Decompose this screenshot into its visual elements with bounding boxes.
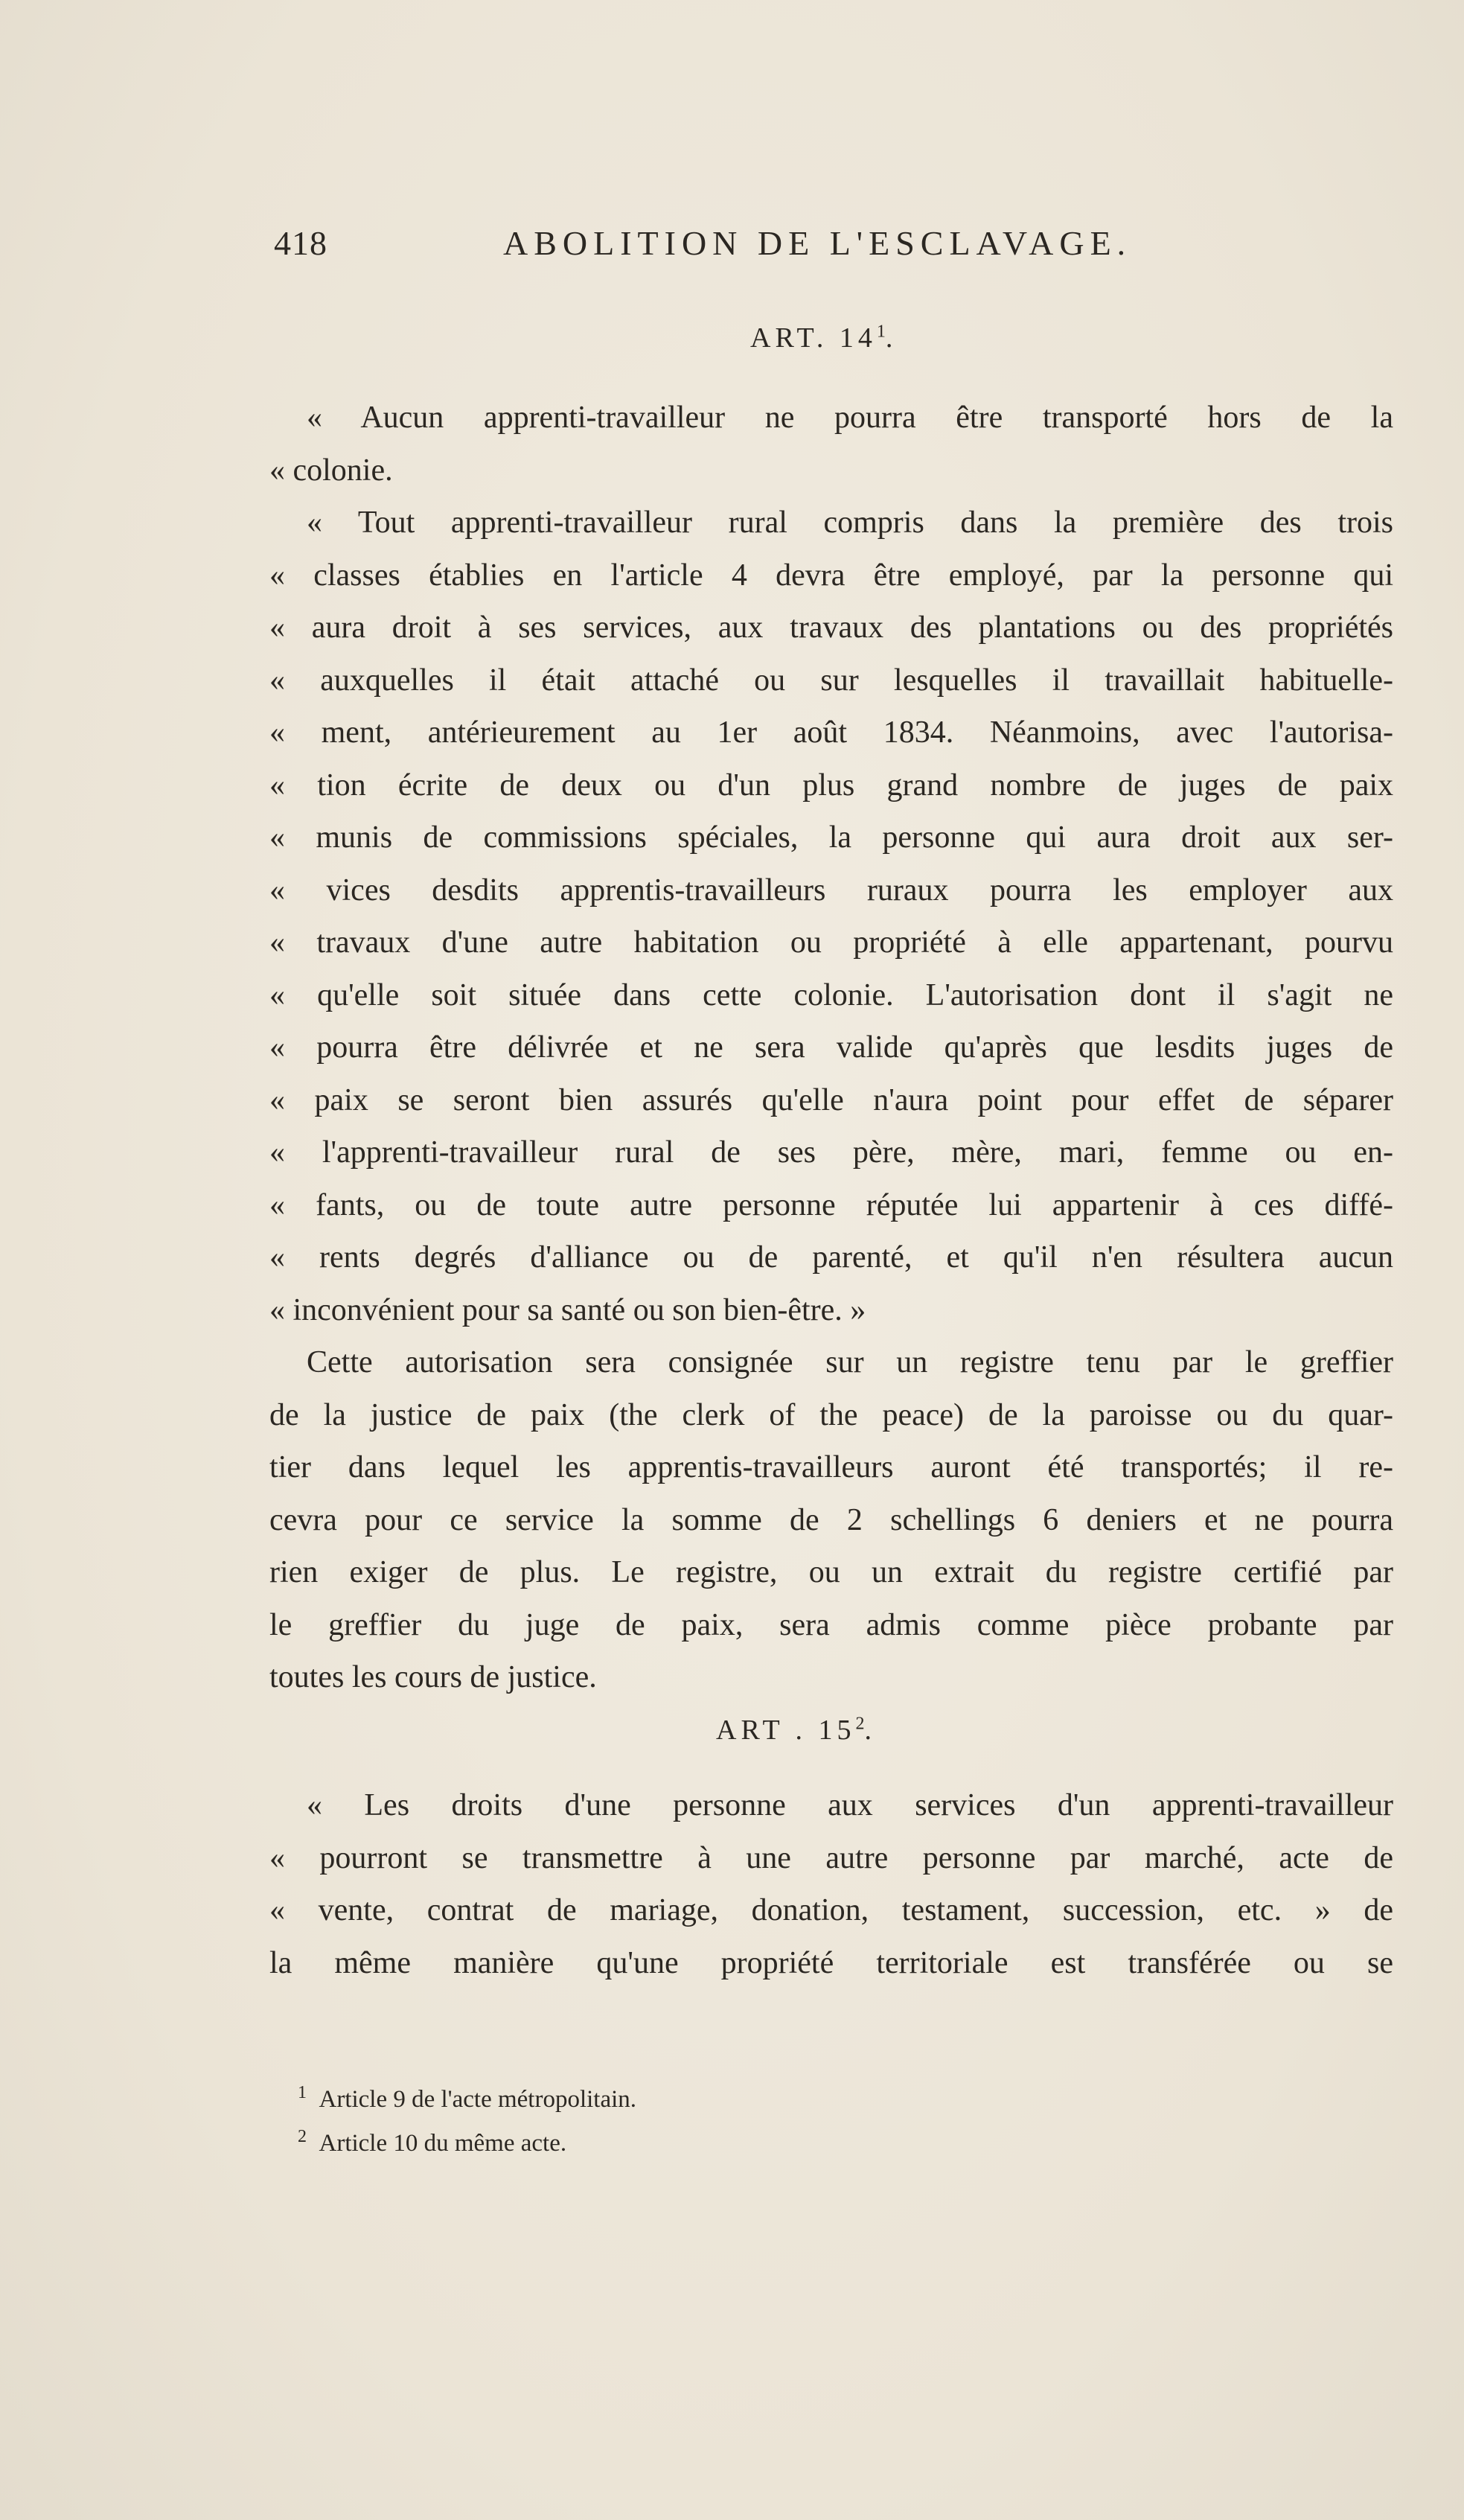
- text-line: « qu'elle soit située dans cette colonie. L'autorisation dont il s'agit ne: [269, 977, 1393, 1012]
- text-line: de la justice de paix (the clerk of the peace) de la paroisse ou du quar-: [269, 1397, 1393, 1432]
- text-line: « rents degrés d'alliance ou de parenté, et qu'il n'en résultera aucun: [269, 1240, 1393, 1275]
- article-14-heading: ART. $14^1$.: [750, 322, 898, 354]
- text-line: « fants, ou de toute autre personne réputée lui appartenir à ces diffé-: [269, 1187, 1393, 1222]
- text-line: « l'apprenti-travailleur rural de ses père, mère, mari, femme ou en-: [269, 1135, 1393, 1170]
- footnote-ref-2: 2: [855, 1714, 865, 1734]
- text-line: tier dans lequel les apprentis-travailleurs auront été transportés; il re-: [269, 1450, 1393, 1484]
- text-line: « Tout apprenti-travailleur rural compris dans la première des trois: [307, 505, 1393, 540]
- text-line: rien exiger de plus. Le registre, ou un extrait du registre certifié par: [269, 1555, 1393, 1589]
- text-line: « pourront se transmettre à une autre personne par marché, acte de: [269, 1840, 1393, 1875]
- footnotes: [298, 2074, 636, 2162]
- footnote-text: Article 9 de l'acte métropolitain.: [319, 2086, 637, 2113]
- text-line: « tion écrite de deux ou d'un plus grand nombre de juges de paix: [269, 768, 1393, 803]
- footnote-mark: 2: [298, 2127, 307, 2146]
- text-line: « munis de commissions spéciales, la personne qui aura droit aux ser-: [269, 820, 1393, 855]
- text-line: « travaux d'une autre habitation ou propriété à elle appartenant, pourvu: [269, 925, 1393, 960]
- text-line: « Aucun apprenti-travailleur ne pourra être transporté hors de la: [307, 401, 1393, 435]
- page-number: 418: [274, 224, 327, 262]
- text-line: « classes établies en l'article 4 devra être employé, par la personne qui: [269, 558, 1393, 593]
- footnote-2: [298, 2118, 636, 2162]
- text-line: « vente, contrat de mariage, donation, testament, succession, etc. » de: [269, 1893, 1393, 1927]
- text-line: toutes les cours de justice.: [269, 1660, 597, 1694]
- footnote-ref-1: 1: [876, 322, 886, 342]
- running-title: ABOLITION DE L'ESCLAVAGE.: [503, 224, 1132, 262]
- text-line: Cette autorisation sera consignée sur un registre tenu par le greffier: [307, 1345, 1393, 1379]
- footnote-text: Article 10 du même acte.: [319, 2130, 567, 2157]
- text-line: « pourra être délivrée et ne sera valide qu'après que lesdits juges de: [269, 1030, 1393, 1065]
- text-line: « paix se seront bien assurés qu'elle n'aura point pour effet de séparer: [269, 1082, 1393, 1117]
- article-15-body: [269, 1779, 1393, 1989]
- article-14-label: ART. 14: [750, 322, 877, 354]
- footnote-1: [298, 2074, 636, 2118]
- text-line: « vices desdits apprentis-travailleurs ruraux pourra les employer aux: [269, 873, 1393, 907]
- text-line: cevra pour ce service la somme de 2 schellings 6 deniers et ne pourra: [269, 1502, 1393, 1537]
- page-header: [274, 223, 1241, 283]
- text-line: la même manière qu'une propriété territoriale est transférée ou se: [269, 1945, 1393, 1980]
- text-line: « auxquelles il était attaché ou sur lesquelles il travaillait habituelle-: [269, 663, 1393, 698]
- text-line: le greffier du juge de paix, sera admis comme pièce probante par: [269, 1607, 1393, 1642]
- text-line: « Les droits d'une personne aux services d'un apprenti-travailleur: [307, 1788, 1393, 1822]
- footnote-mark: 1: [298, 2083, 307, 2102]
- article-15-label: ART . 15: [716, 1714, 856, 1746]
- text-line: « ment, antérieurement au 1er août 1834. Néanmoins, avec l'autorisa-: [269, 715, 1393, 750]
- article-15-heading: ART . $15^2$.: [716, 1714, 877, 1746]
- text-line: « aura droit à ses services, aux travaux des plantations ou des propriétés: [269, 610, 1393, 645]
- text-line: « colonie.: [269, 453, 393, 488]
- article-14-body: [269, 392, 1393, 1704]
- text-line: « inconvénient pour sa santé ou son bien-être. »: [269, 1292, 866, 1327]
